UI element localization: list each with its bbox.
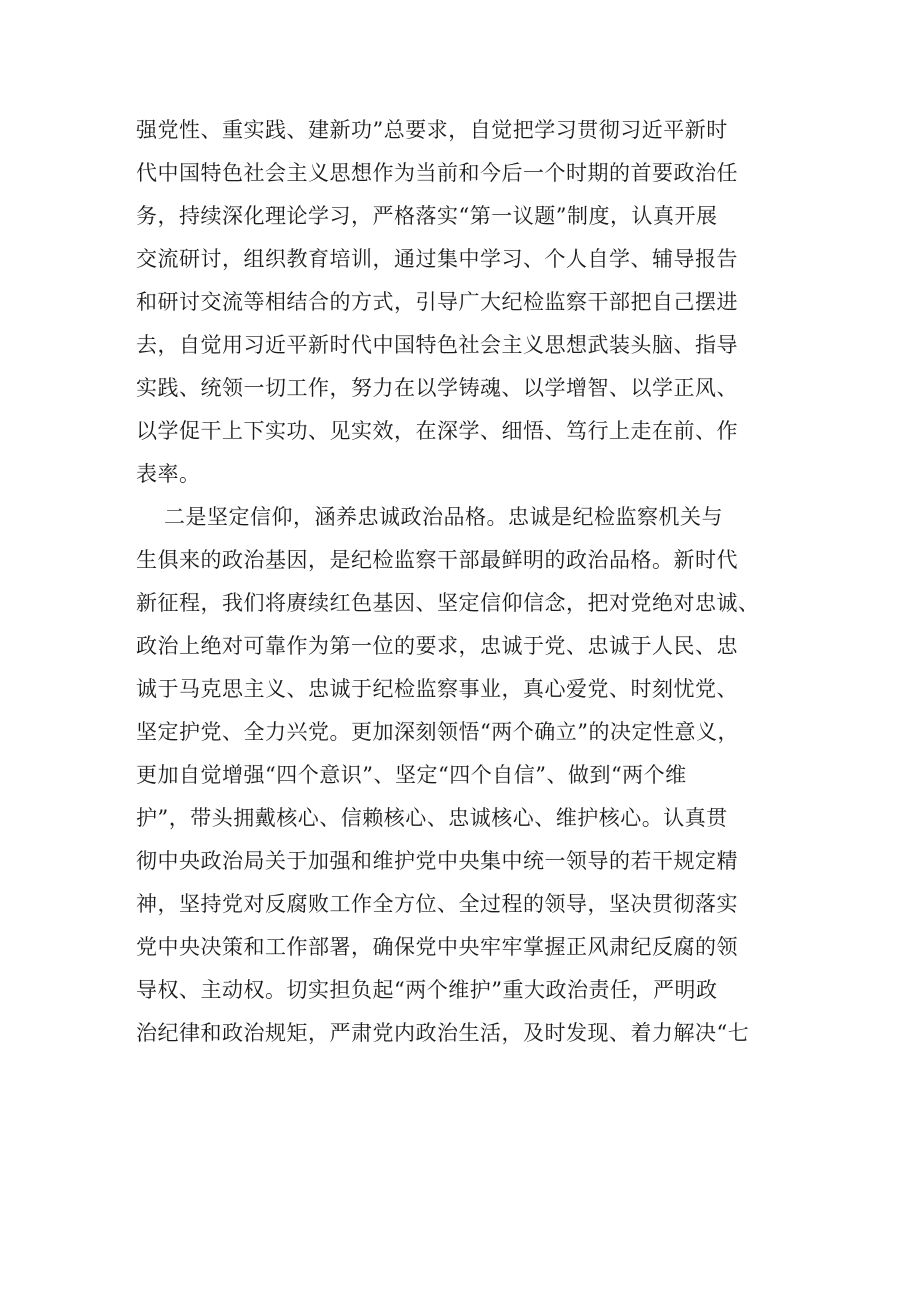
paragraph-2 [136, 497, 796, 1053]
text-line: 代中国特色社会主义思想作为当前和今后一个时期的首要政治任 [136, 161, 738, 185]
paragraph-first-line: 二是坚定信仰，涵养忠诚政治品格。忠诚是纪检监察机关与 [164, 505, 723, 529]
text-line: 政治上绝对可靠作为第一位的要求，忠诚于党、忠诚于人民、忠 [136, 634, 738, 658]
text-line: 表率。 [136, 462, 201, 486]
text-line: 彻中央政治局关于加强和维护党中央集中统一领导的若干规定精 [136, 849, 738, 873]
text-line: 神，坚持党对反腐败工作全方位、全过程的领导，坚决贯彻落实 [136, 892, 738, 916]
text-line: 以学促干上下实功、见实效，在深学、细悟、笃行上走在前、作 [136, 419, 738, 443]
text-line: 护”，带头拥戴核心、信赖核心、忠诚核心、维护核心。认真贯 [136, 806, 728, 830]
text-line: 诚于马克思主义、忠诚于纪检监察事业，真心爱党、时刻忧党、 [136, 677, 738, 701]
paragraph-1 [136, 110, 796, 494]
text-line: 实践、统领一切工作，努力在以学铸魂、以学增智、以学正风、 [136, 376, 738, 400]
text-line: 务，持续深化理论学习，严格落实“第一议题”制度，认真开展 [136, 204, 718, 228]
text-line: 更加自觉增强“四个意识”、坚定“四个自信”、做到“两个维 [136, 763, 687, 787]
text-line: 交流研讨，组织教育培训，通过集中学习、个人自学、辅导报告 [136, 247, 738, 271]
text-line: 治纪律和政治规矩，严肃党内政治生活，及时发现、着力解决“七 [136, 1021, 750, 1045]
text-line: 党中央决策和工作部署，确保党中央牢牢掌握正风肃纪反腐的领 [136, 935, 738, 959]
text-line: 新征程，我们将赓续红色基因、坚定信仰信念，把对党绝对忠诚、 [136, 591, 760, 615]
text-line: 和研讨交流等相结合的方式，引导广大纪检监察干部把自己摆进 [136, 290, 738, 314]
text-line: 强党性、重实践、建新功”总要求，自觉把学习贯彻习近平新时 [136, 118, 728, 142]
text-line: 生俱来的政治基因，是纪检监察干部最鲜明的政治品格。新时代 [136, 548, 738, 572]
text-line: 坚定护党、全力兴党。更加深刻领悟“两个确立”的决定性意义， [136, 720, 739, 744]
document-body [136, 110, 796, 1056]
text-line: 去，自觉用习近平新时代中国特色社会主义思想武装头脑、指导 [136, 333, 738, 357]
text-line: 导权、主动权。切实担负起“两个维护”重大政治责任，严明政 [136, 978, 718, 1002]
